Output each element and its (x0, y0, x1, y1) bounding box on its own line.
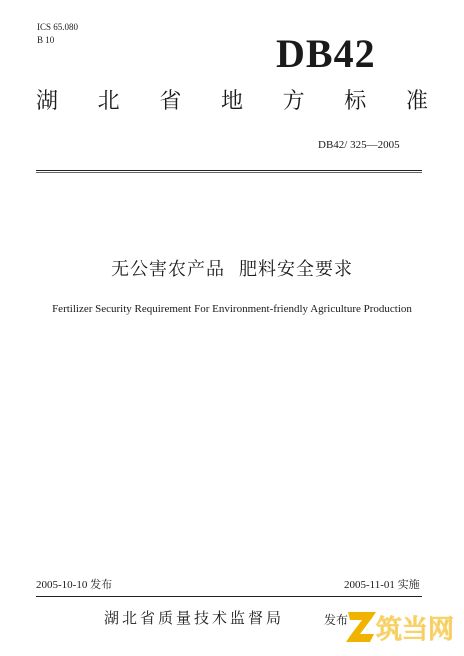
footer-divider (36, 596, 422, 597)
standard-logo: DB42 (276, 31, 376, 76)
watermark-logo (346, 604, 460, 648)
title-chinese-part2: 肥料安全要求 (239, 259, 353, 280)
ccs-code: B 10 (37, 35, 55, 45)
title-chinese (0, 258, 464, 282)
ics-code: ICS 65.080 (37, 22, 79, 32)
issue-date: 2005-10-10 发布 (36, 579, 113, 591)
implement-date: 2005-11-01 实施 (344, 579, 420, 591)
header-divider-secondary (36, 172, 422, 173)
header-divider (36, 170, 422, 171)
standard-type-char: 北 (97, 89, 120, 114)
standard-number: DB42/ 325—2005 (318, 139, 400, 151)
standard-type-char: 方 (282, 89, 305, 114)
watermark-text: 筑当网 (376, 615, 455, 645)
standard-type-char: 标 (344, 89, 367, 114)
watermark-z-mark (346, 612, 376, 642)
title-english: Fertilizer Security Requirement For Environment-friendly Agriculture Production (52, 303, 412, 315)
standard-type-char: 湖 (36, 89, 59, 114)
publisher-name: 湖北省质量技术监督局 (104, 609, 285, 627)
publish-label: 发布 (324, 613, 349, 627)
standard-type-char: 准 (405, 89, 428, 114)
standard-type-heading (36, 88, 428, 116)
title-chinese-part1: 无公害农产品 (111, 259, 225, 280)
standard-type-char: 省 (159, 89, 182, 114)
standard-type-char: 地 (220, 89, 243, 114)
